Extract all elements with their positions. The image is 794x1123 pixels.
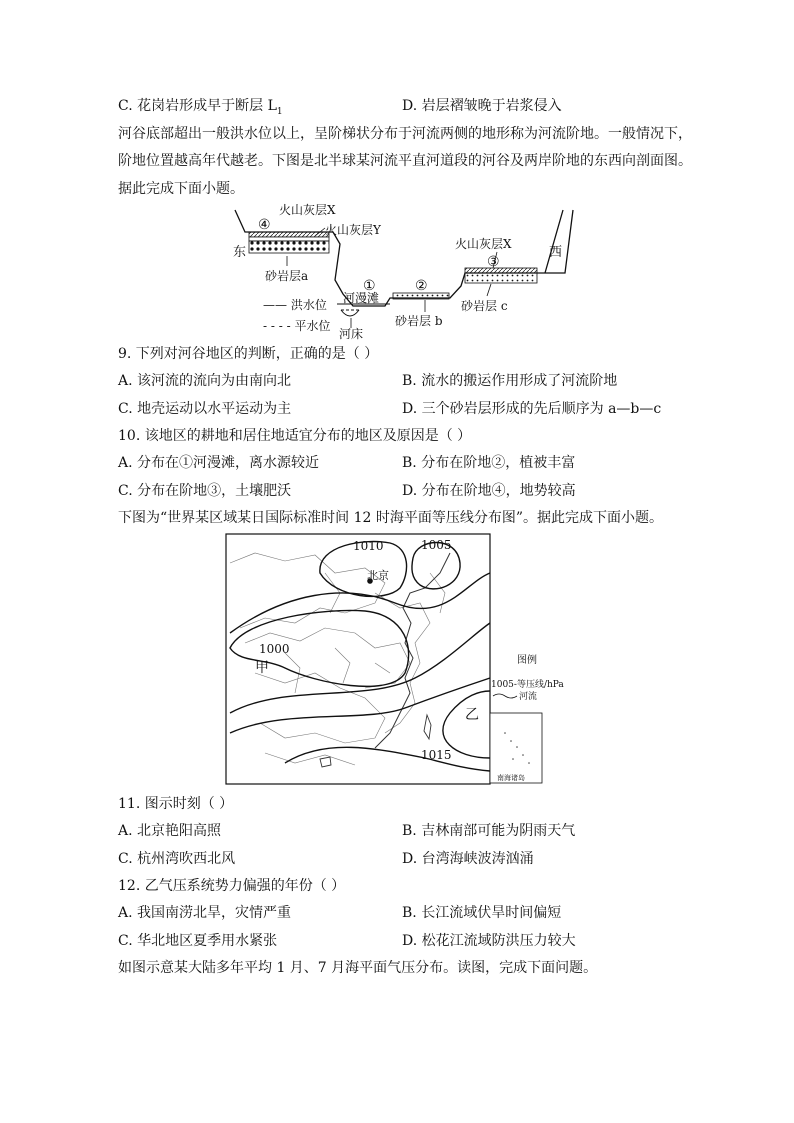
q11-option-c[interactable]: C. 杭州湾吹西北风	[118, 851, 236, 867]
q10-option-b[interactable]: B. 分布在阶地②，植被丰富	[402, 455, 576, 471]
q12-stem: 12. 乙气压系统势力偏强的年份（ ）	[118, 878, 346, 894]
arrow-sandstone-c	[487, 284, 491, 296]
passage3: 如图示意某大陆多年平均 1 月、7 月海平面气压分布。读图，完成下面问题。	[118, 960, 598, 976]
q9-option-c[interactable]: C. 地壳运动以水平运动为主	[118, 401, 292, 417]
riverbed-shape	[341, 310, 359, 316]
q11-option-d[interactable]: D. 台湾海峡波涛汹涌	[402, 851, 534, 867]
q10-option-a[interactable]: A. 分布在①河漫滩，离水源较近	[118, 455, 320, 471]
q10-stem: 10. 该地区的耕地和居住地适宜分布的地区及原因是（ ）	[118, 428, 472, 444]
q9-stem: 9. 下列对河谷地区的判断，正确的是（ ）	[118, 346, 379, 362]
label-west: 西	[549, 245, 563, 260]
label-yi: 乙	[465, 707, 479, 723]
label-floodplain: 河漫滩	[343, 291, 380, 305]
q10-option-d[interactable]: D. 分布在阶地④，地势较高	[402, 483, 576, 499]
passage1-line2: 阶地位置越高年代越老。下图是北半球某河流平直河道段的河谷及两岸阶地的东西向剖面图。	[118, 153, 692, 169]
q12-option-a[interactable]: A. 我国南涝北旱，灾情严重	[118, 905, 292, 921]
label-terrace-2: ②	[415, 278, 428, 294]
q12-option-d[interactable]: D. 松花江流域防洪压力较大	[402, 933, 576, 949]
isobar-map-figure	[225, 533, 564, 785]
passage1-line3: 据此完成下面小题。	[118, 181, 244, 197]
q11-stem: 11. 图示时刻（ ）	[118, 796, 234, 812]
legend-river: 河流	[519, 692, 538, 702]
label-1015: 1015	[421, 748, 452, 762]
label-normal-level: - - - - 平水位	[263, 319, 331, 333]
legend-isobar: 1005-等压线/hPa	[491, 680, 564, 690]
q11-option-a[interactable]: A. 北京艳阳高照	[118, 823, 222, 839]
q12-option-c[interactable]: C. 华北地区夏季用水紧张	[118, 933, 278, 949]
ash-layer-y	[249, 237, 329, 241]
label-ash-x-right: 火山灰层X	[455, 237, 512, 251]
label-jia: 甲	[255, 660, 269, 676]
label-east: 东	[233, 245, 247, 260]
q9-option-b[interactable]: B. 流水的搬运作用形成了河流阶地	[402, 373, 618, 389]
label-beijing: 北京	[367, 569, 389, 582]
label-1010: 1010	[353, 539, 384, 553]
label-riverbed: 河床	[339, 327, 364, 341]
label-sandstone-c: 砂岩层 c	[461, 299, 508, 313]
right-bank-line	[545, 210, 563, 273]
prev-option-d: D. 岩层褶皱晚于岩浆侵入	[402, 98, 562, 114]
prev-option-c: C. 花岗岩形成早于断层 $L_1$	[118, 98, 283, 117]
label-sandstone-b: 砂岩层 b	[395, 314, 443, 328]
label-ash-y: 火山灰层Y	[325, 223, 381, 237]
label-sandstone-a: 砂岩层a	[265, 269, 309, 283]
q11-option-b[interactable]: B. 吉林南部可能为阴雨天气	[402, 823, 576, 839]
south-china-sea-inset	[490, 713, 542, 783]
label-floodplain-1: ①	[363, 278, 376, 294]
passage1-line1: 河谷底部超出一般洪水位以上，呈阶梯状分布于河流两侧的地形称为河流阶地。一般情况下，	[118, 126, 692, 142]
legend-river-symbol	[493, 694, 517, 698]
q9-option-d[interactable]: D. 三个砂岩层形成的先后顺序为 a—b—c	[402, 401, 662, 417]
sandstone-layer-a	[249, 241, 329, 253]
label-1005: 1005	[421, 538, 452, 552]
label-ash-x-left: 火山灰层X	[279, 203, 336, 217]
inset-label: 南海诸岛	[497, 774, 525, 782]
ground-profile-line	[235, 210, 573, 306]
q12-option-b[interactable]: B. 长江流域伏旱时间偏短	[402, 905, 562, 921]
q10-option-c[interactable]: C. 分布在阶地③，土壤肥沃	[118, 483, 292, 499]
passage2: 下图为“世界某区域某日国际标准时间 12 时海平面等压线分布图”。据此完成下面小题。	[118, 510, 664, 526]
label-terrace-4: ④	[258, 217, 271, 233]
prev-option-c-subscript: 1	[276, 106, 283, 117]
river-terrace-profile-figure	[225, 198, 575, 341]
legend-title: 图例	[517, 655, 537, 666]
label-flood-level: —— 洪水位	[263, 298, 327, 312]
label-1000: 1000	[259, 642, 290, 656]
ash-layer-x-right	[465, 268, 537, 273]
label-terrace-3: ③	[487, 254, 500, 270]
sandstone-layer-c	[465, 273, 537, 283]
q9-option-a[interactable]: A. 该河流的流向为由南向北	[118, 373, 292, 389]
